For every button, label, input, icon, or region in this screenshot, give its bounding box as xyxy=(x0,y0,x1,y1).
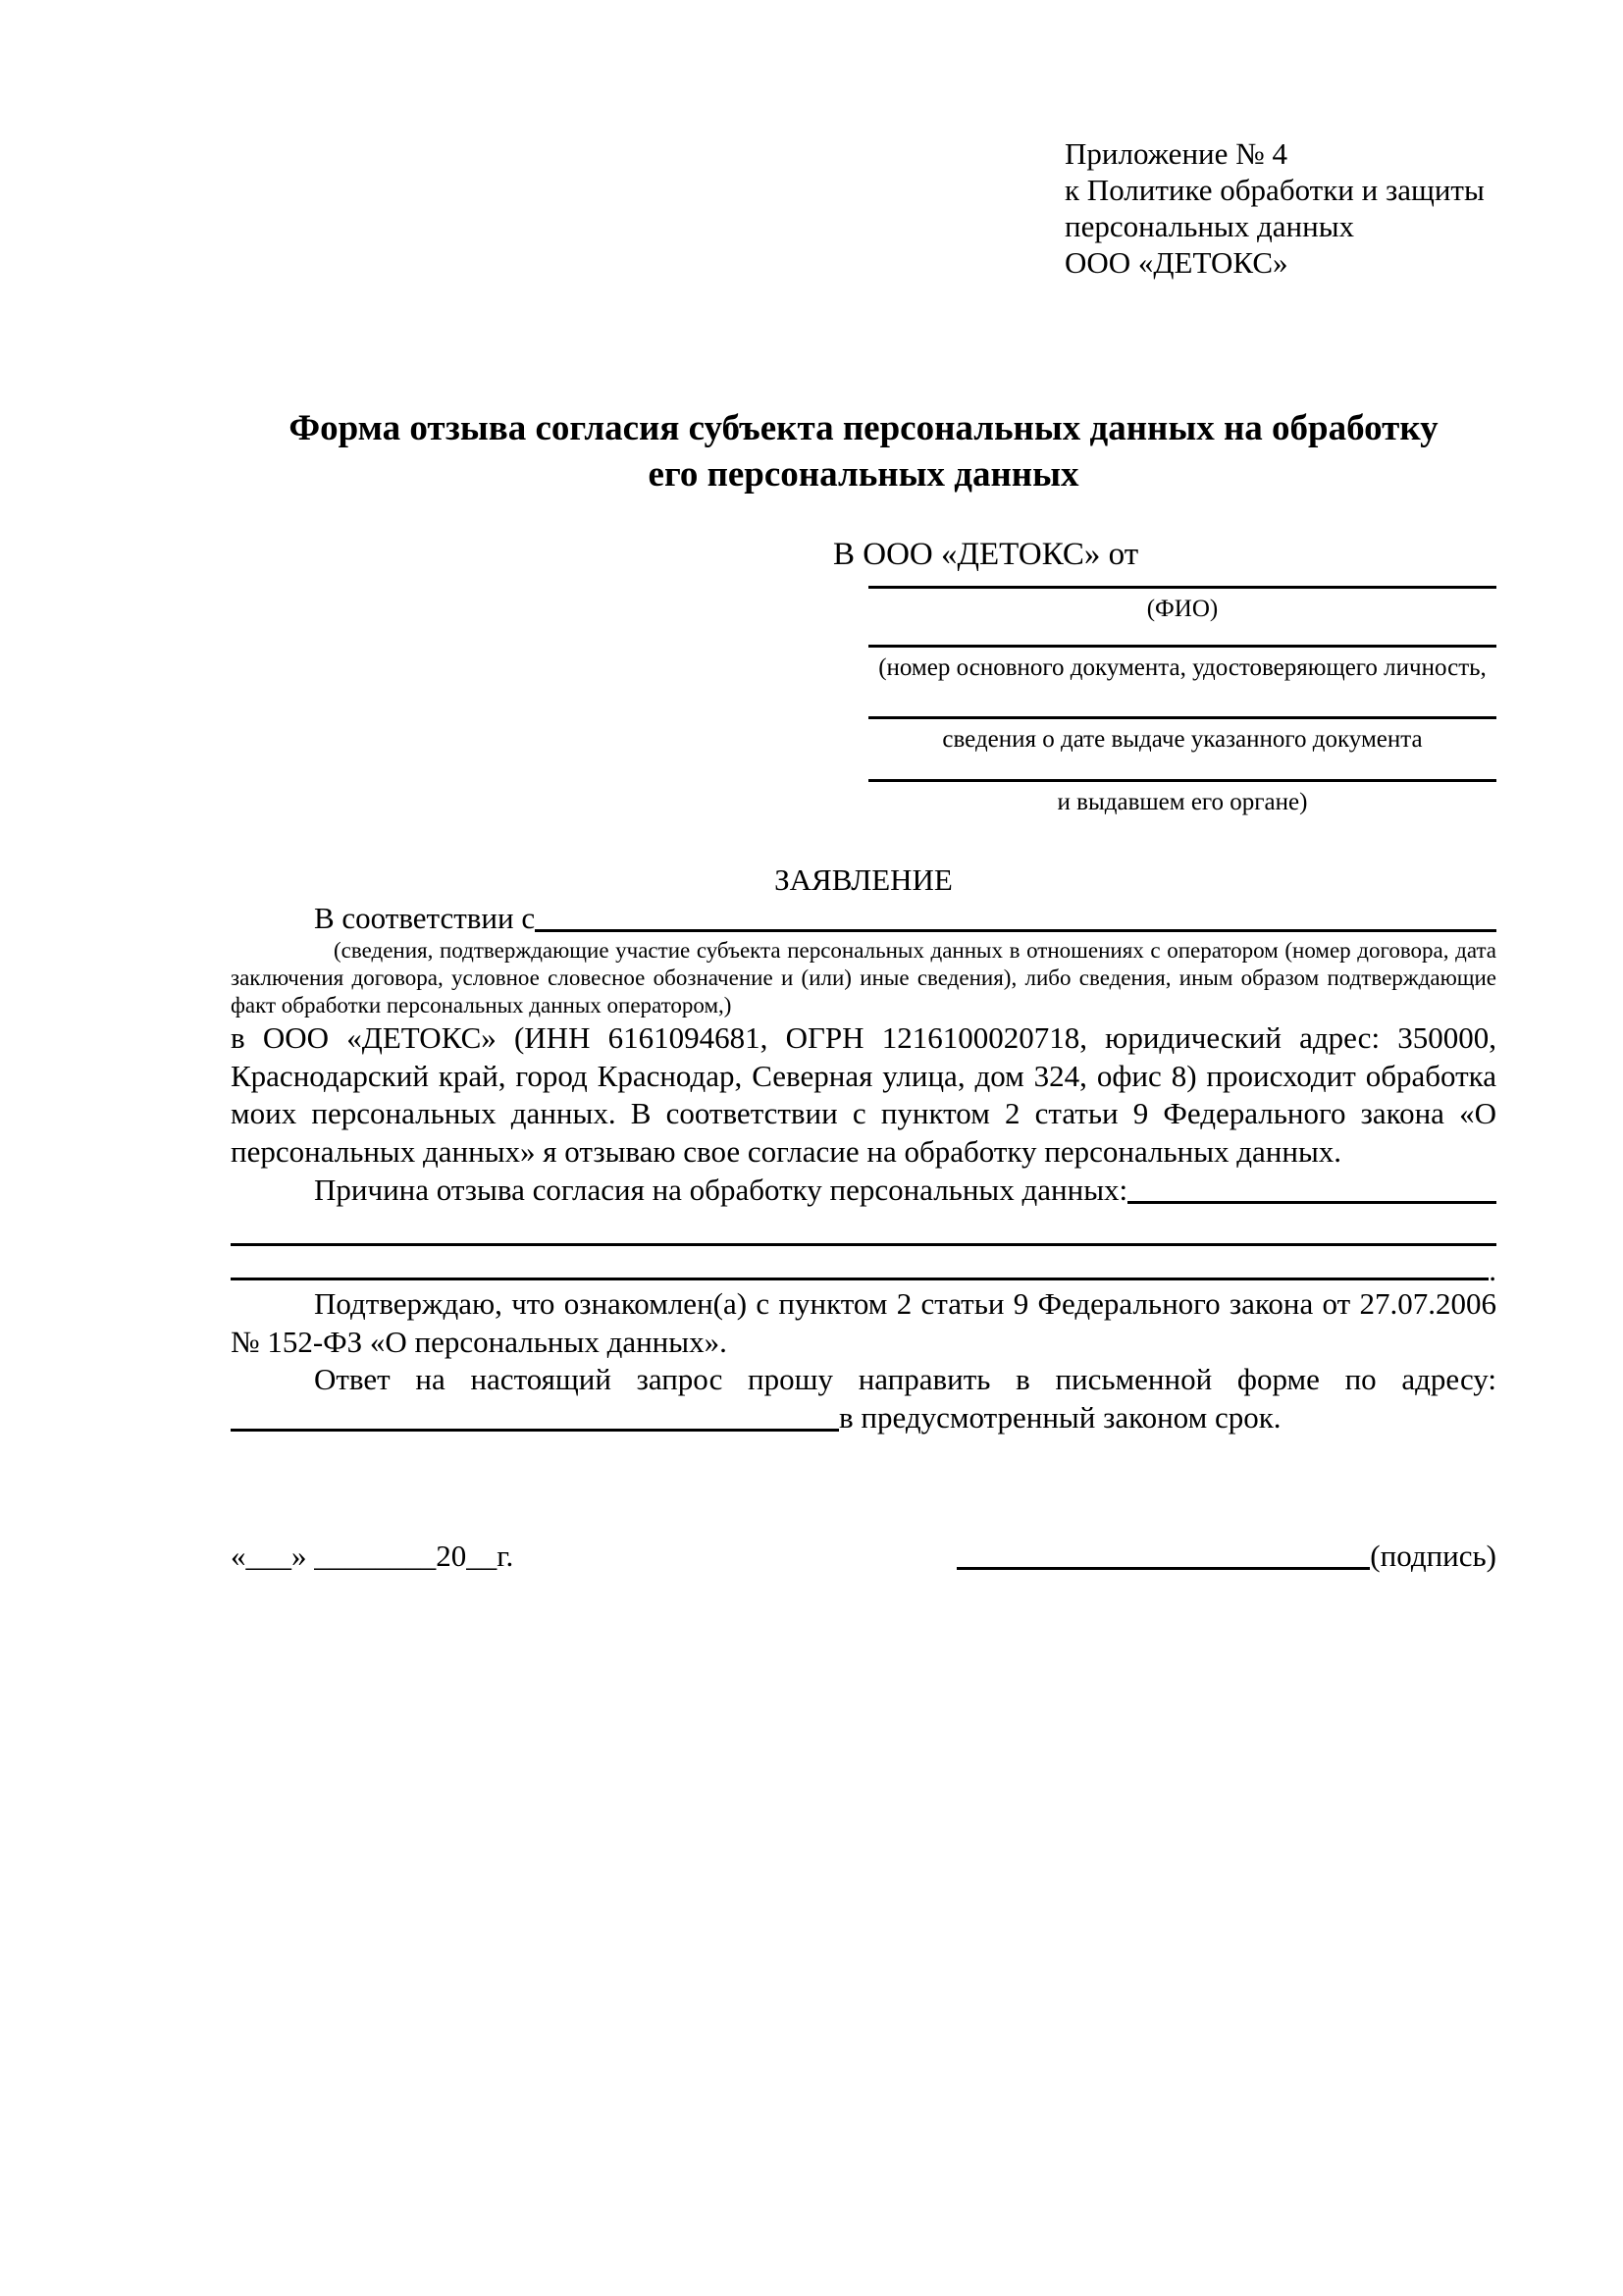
fio-caption: (ФИО) xyxy=(1146,596,1219,622)
issue-date-blank-line[interactable] xyxy=(868,683,1496,719)
in-accordance-label: В соответствии с xyxy=(314,901,536,935)
fio-blank-line[interactable] xyxy=(868,574,1496,589)
document-title-line: его персональных данных xyxy=(648,454,1079,495)
signature-blank-line[interactable] xyxy=(957,1567,1370,1570)
reason-fill-line-2 xyxy=(231,1251,1496,1285)
reply-paragraph-suffix: в предусмотренный законом срок. xyxy=(839,1399,1282,1435)
reply-paragraph-line1: Ответ на настоящий запрос прошу направить в письменной форме по адресу: xyxy=(314,1362,1496,1396)
in-accordance-blank-line[interactable] xyxy=(535,929,1496,932)
reply-paragraph-line2 xyxy=(231,1399,1496,1437)
document-number-field xyxy=(868,624,1496,683)
issuing-authority-field xyxy=(868,755,1496,817)
appendix-header-line: ООО «ДЕТОКС» xyxy=(1065,245,1288,280)
appendix-header-line: персональных данных xyxy=(1065,209,1355,243)
statement-heading: ЗАЯВЛЕНИЕ xyxy=(774,862,953,897)
issuing-authority-caption: и выдавшем его органе) xyxy=(1057,789,1308,815)
fio-field xyxy=(868,574,1496,624)
operator-paragraph: в ООО «ДЕТОКС» (ИНН 6161094681, ОГРН 1216100020718, юридический адрес: 350000, Краснодарский край, город Краснодар, Северная улица, дом 324, офис 8) происходит обработка моих персональных данных. В соответствии с пунктом 2 статьи 9 Федерального закона «О персональных данных» я отзываю свое согласие на обработку персональных данных. xyxy=(231,1020,1496,1169)
signature-caption: (подпись) xyxy=(1370,1539,1496,1573)
document-title-line: Форма отзыва согласия субъекта персональных данных на обработку xyxy=(288,408,1439,448)
small-print-note: (сведения, подтверждающие участие субъекта персональных данных в отношениях с оператором (номер договора, дата заключения договора, условное словесное обозначение и (или) иные сведения), либо сведения, иным образом подтверждающие факт обработки персональных данных оператором,) xyxy=(231,938,1496,1018)
reason-row xyxy=(231,1171,1496,1209)
issuing-authority-blank-line[interactable] xyxy=(868,755,1496,782)
reply-address-blank-line[interactable] xyxy=(231,1429,839,1432)
reason-fill-line-1 xyxy=(231,1209,1496,1251)
trailing-period: . xyxy=(1489,1253,1496,1287)
document-number-blank-line[interactable] xyxy=(868,624,1496,648)
confirm-paragraph: Подтверждаю, что ознакомлен(а) с пунктом 2 статьи 9 Федерального закона от 27.07.2006 № 152-ФЗ «О персональных данных». xyxy=(231,1286,1496,1359)
document-content xyxy=(231,0,1496,1575)
reason-blank-line-3[interactable] xyxy=(231,1278,1489,1280)
issue-date-field xyxy=(868,683,1496,755)
reason-label: Причина отзыва согласия на обработку персональных данных: xyxy=(314,1173,1128,1207)
in-accordance-row xyxy=(231,899,1496,937)
signature-block xyxy=(957,1537,1496,1575)
date-signature-row xyxy=(231,1537,1496,1575)
document-title xyxy=(231,405,1496,497)
date-blank-line[interactable]: «___» ________20__г. xyxy=(231,1539,514,1573)
reason-blank-line[interactable] xyxy=(1127,1201,1496,1204)
document-number-caption: (номер основного документа, удостоверяющего личность, xyxy=(878,654,1487,681)
addressee-line: В ООО «ДЕТОКС» от xyxy=(833,537,1139,572)
appendix-header-line: к Политике обработки и защиты xyxy=(1065,173,1485,207)
reason-blank-line-2[interactable] xyxy=(231,1243,1496,1246)
appendix-header-line: Приложение № 4 xyxy=(1065,136,1287,171)
issue-date-caption: сведения о дате выдаче указанного документа xyxy=(942,726,1423,753)
